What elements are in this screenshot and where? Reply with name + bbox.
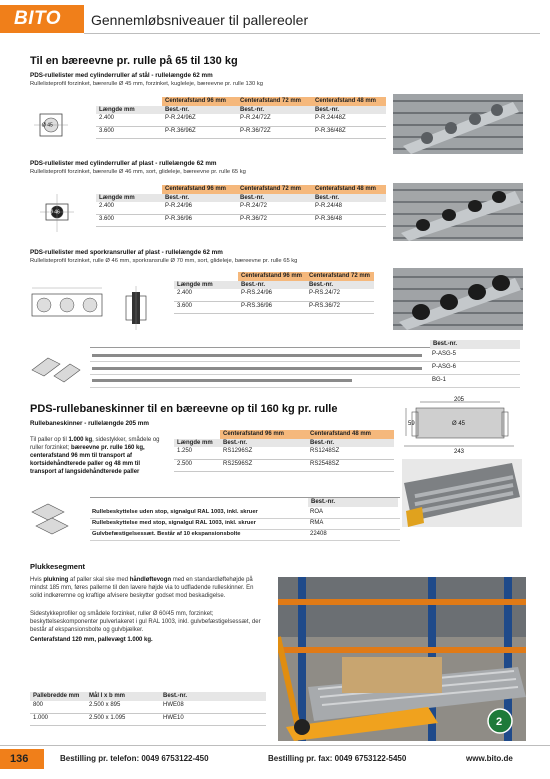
section3-table <box>30 692 266 726</box>
block2-table <box>96 185 386 227</box>
text: , sidestykker, smådele og ruller forzinket; <box>30 437 160 451</box>
accessory-bar-1 <box>92 354 422 357</box>
cell: P-R.24/48 <box>312 202 386 214</box>
text-bold: plukning <box>43 577 69 583</box>
cell: P-R.36/72Z <box>237 126 312 138</box>
cell: 2.400 <box>174 289 238 301</box>
cell: RS1296SZ <box>220 447 307 459</box>
accessory-code: P-ASG-5 <box>432 351 457 357</box>
row-header: Længde mm <box>174 281 238 289</box>
col-header: Centerafstand 96 mm <box>162 97 237 106</box>
row-divider <box>90 540 400 541</box>
cell: HWE08 <box>160 701 266 713</box>
footer-fax: Bestilling pr. fax: 0049 6753122-5450 <box>268 754 407 763</box>
row-header: Best.-nr. <box>237 194 312 202</box>
table-row <box>174 459 394 471</box>
cell: P-R.36/96 <box>162 214 237 226</box>
cell: P-R.36/72 <box>237 214 312 226</box>
block3-table <box>174 272 374 314</box>
table-row <box>174 289 374 301</box>
block2-desc: Rullelisteprofil forzinket, bærerulle Ø 46 mm, sort, glideleje, bæreevne pr. rulle 65 kg <box>30 169 246 175</box>
text: Til paller op til <box>30 437 69 443</box>
row-header: Best.-nr. <box>312 194 386 202</box>
cell: HWE10 <box>160 713 266 725</box>
row-header: Best.-nr. <box>306 281 374 289</box>
text: med en standardløftehøjde på mindst 185 mm, føres pallerne til den lavere højde via to udfladende rulleskinner. En solid indkøremne og kraftige afvisere beskytter godset mod beskadigelse. <box>30 577 254 599</box>
row-header: Best.-nr. <box>312 106 386 114</box>
block3-flange-roller-photo <box>393 268 523 330</box>
block3-subtitle: PDS-rullelister med sporkransruller af plast - rullelængde 62 mm <box>30 249 223 256</box>
block2-profile-drawing <box>36 192 86 238</box>
block1-diameter-label: Ø 45 <box>42 122 53 129</box>
dim-top: 205 <box>454 397 465 403</box>
cell: 1.250 <box>174 447 220 459</box>
row-header: Best.-nr. <box>220 439 307 447</box>
col-header: Centerafstand 48 mm <box>312 185 386 194</box>
acc-code: 22408 <box>310 531 327 537</box>
cell: 3.600 <box>96 214 162 226</box>
row-header: Længde mm <box>174 439 220 447</box>
table-row <box>30 713 266 725</box>
acc-desc: Rullebeskyttelse uden stop, signalgul RAL 1003, inkl. skruer <box>92 509 258 515</box>
dim-left: 59 <box>408 421 415 427</box>
section3-paragraph-1 <box>30 576 266 600</box>
cell: 3.600 <box>174 301 238 313</box>
accessory-brackets-drawing <box>28 350 84 384</box>
block1-steel-roller-photo <box>393 94 523 154</box>
section3-paragraph-2: Sidestykkeprofiler og smådele forzinket, ruller Ø 60/45 mm, forzinket; beskyttelseskomponenter pulverlakeret i gul RAL 1003, inkl. gulvbefæstigelsessæt, der består af ekspansionsbolte og gulvbjælker. <box>30 611 261 633</box>
cell: 2.400 <box>96 114 162 126</box>
section2-rail-photo <box>402 459 522 527</box>
acc-code: ROA <box>310 509 324 515</box>
col-header: Centerafstand 72 mm <box>237 185 312 194</box>
table-row <box>30 701 266 713</box>
footer-phone: Bestilling pr. telefon: 0049 6753122-450 <box>60 754 209 763</box>
row-header: Best.-nr. <box>162 194 237 202</box>
section2-subtitle: Rullebaneskinner - rullelængde 205 mm <box>30 420 149 427</box>
accessory-head: Best.-nr. <box>430 340 520 349</box>
footer-website[interactable]: www.bito.de <box>466 754 513 763</box>
cell: 2.500 <box>174 459 220 471</box>
text: af paller skal ske med <box>68 577 130 583</box>
col-header: Centerafstand 96 mm <box>162 185 237 194</box>
page-number: 136 <box>0 749 44 769</box>
row-divider <box>90 387 520 388</box>
section2-title: PDS-rullebaneskinner til en bæreevne op til 160 kg pr. rulle <box>30 403 338 415</box>
block1-desc: Rullelisteprofil forzinket, bærerulle Ø 45 mm, forzinket, kugleleje, bæreevne pr. rulle 130 kg <box>30 81 263 87</box>
table-row <box>96 114 386 126</box>
header-divider <box>84 33 540 34</box>
cell: P-R.24/72 <box>237 202 312 214</box>
warranty-badge: 2 <box>496 716 503 728</box>
section2-dimension-drawing <box>400 396 518 454</box>
col-header: Centerafstand 48 mm <box>307 430 394 439</box>
cell: RS2548SZ <box>307 459 394 471</box>
cell: P-R.24/96Z <box>162 114 237 126</box>
section3-title: Plukkesegment <box>30 562 86 571</box>
block3-desc: Rullelisteprofil forzinket, rulle Ø 46 mm, sporkransrulle Ø 70 mm, sort, glideleje, bæreevne pr. rulle 65 kg <box>30 258 298 264</box>
section1-title: Til en bæreevne pr. rulle på 65 til 130 kg <box>30 55 238 67</box>
row-divider <box>90 374 520 375</box>
acc-head: Best.-nr. <box>308 498 398 507</box>
page-header <box>0 0 550 42</box>
cell: P-RS.36/72 <box>306 301 374 313</box>
table-row <box>96 214 386 226</box>
row-header: Best.-nr. <box>307 439 394 447</box>
text-bold: håndløftevogn <box>129 577 172 583</box>
page-footer <box>0 749 550 769</box>
footer-divider <box>0 745 550 746</box>
cell: P-R.24/96 <box>162 202 237 214</box>
cell: P-R.36/96Z <box>162 126 237 138</box>
cell: RS2596SZ <box>220 459 307 471</box>
accessory-code: P-ASG-6 <box>432 364 457 370</box>
col-header: Mål l x b mm <box>86 692 160 701</box>
section3-pallet-truck-photo <box>278 577 526 741</box>
cell: RS1248SZ <box>307 447 394 459</box>
table-row <box>174 301 374 313</box>
block1-profile-drawing <box>30 102 94 148</box>
cell: P-R.24/72Z <box>237 114 312 126</box>
row-divider <box>90 361 520 362</box>
cell: 3.600 <box>96 126 162 138</box>
cell: P-RS.24/96 <box>238 289 306 301</box>
row-divider <box>90 529 400 530</box>
accessory-code: BG-1 <box>432 377 447 383</box>
block2-diameter-label: Ø 46 <box>49 209 60 216</box>
cell: 2.500 x 1.095 <box>86 713 160 725</box>
col-header: Centerafstand 48 mm <box>312 97 386 106</box>
col-header: Pallebredde mm <box>30 692 86 701</box>
row-divider <box>90 518 400 519</box>
cell: 1.000 <box>30 713 86 725</box>
table-row <box>96 126 386 138</box>
table-row <box>174 447 394 459</box>
row-header: Længde mm <box>96 106 162 114</box>
cell: P-RS.24/72 <box>306 289 374 301</box>
acc-desc: Gulvbefæstigelsessæt. Består af 10 ekspansionsbolte <box>92 531 241 537</box>
row-header: Længde mm <box>96 194 162 202</box>
dim-bottom: 243 <box>454 449 465 454</box>
section2-paragraph <box>30 436 165 476</box>
cell: P-RS.36/96 <box>238 301 306 313</box>
bito-logo: BITO <box>0 5 84 33</box>
cell: 2.500 x 895 <box>86 701 160 713</box>
accessory-bar-2 <box>92 367 422 370</box>
row-header: Best.-nr. <box>238 281 306 289</box>
block3-drawings <box>28 284 178 332</box>
col-header: Best.-nr. <box>160 692 266 701</box>
page-title: Gennemløbsniveauer til pallereoler <box>91 12 309 28</box>
accessory-bar-3 <box>92 379 352 382</box>
col-header: Centerafstand 72 mm <box>306 272 374 281</box>
table-row <box>96 202 386 214</box>
cell: 800 <box>30 701 86 713</box>
col-header: Centerafstand 96 mm <box>238 272 306 281</box>
row-header: Best.-nr. <box>237 106 312 114</box>
dim-center: Ø 45 <box>452 421 466 427</box>
text: Hvis <box>30 577 44 583</box>
acc-desc: Rullebeskyttelse med stop, signalgul RAL 1003, inkl. skruer <box>92 520 256 526</box>
block2-plastic-roller-photo <box>393 183 523 241</box>
cell: P-R.24/48Z <box>312 114 386 126</box>
cell: P-R.36/48Z <box>312 126 386 138</box>
cell: P-R.36/48 <box>312 214 386 226</box>
acc-code: RMA <box>310 520 324 526</box>
col-header: Centerafstand 96 mm <box>220 430 307 439</box>
text-bold: 1.000 kg <box>68 437 93 443</box>
row-header: Best.-nr. <box>162 106 237 114</box>
section2-table <box>174 430 394 472</box>
section3-paragraph-3: Centerafstand 120 mm, pallevægt 1.000 kg. <box>30 637 153 643</box>
block1-subtitle: PDS-rullelister med cylinderruller af stål - rullelængde 62 mm <box>30 72 213 79</box>
block2-subtitle: PDS-rullelister med cylinderruller af plast - rullelængde 62 mm <box>30 160 217 167</box>
cell: 2.400 <box>96 202 162 214</box>
block1-table <box>96 97 386 139</box>
col-header: Centerafstand 72 mm <box>237 97 312 106</box>
rail-guard-drawing <box>28 500 76 542</box>
text-bold: bæreevne pr. rulle 160 kg, centerafstand 96 mm til transport af kortsidehåndterede paller og 48 mm til transport af langsidehåndterede paller <box>30 445 145 475</box>
